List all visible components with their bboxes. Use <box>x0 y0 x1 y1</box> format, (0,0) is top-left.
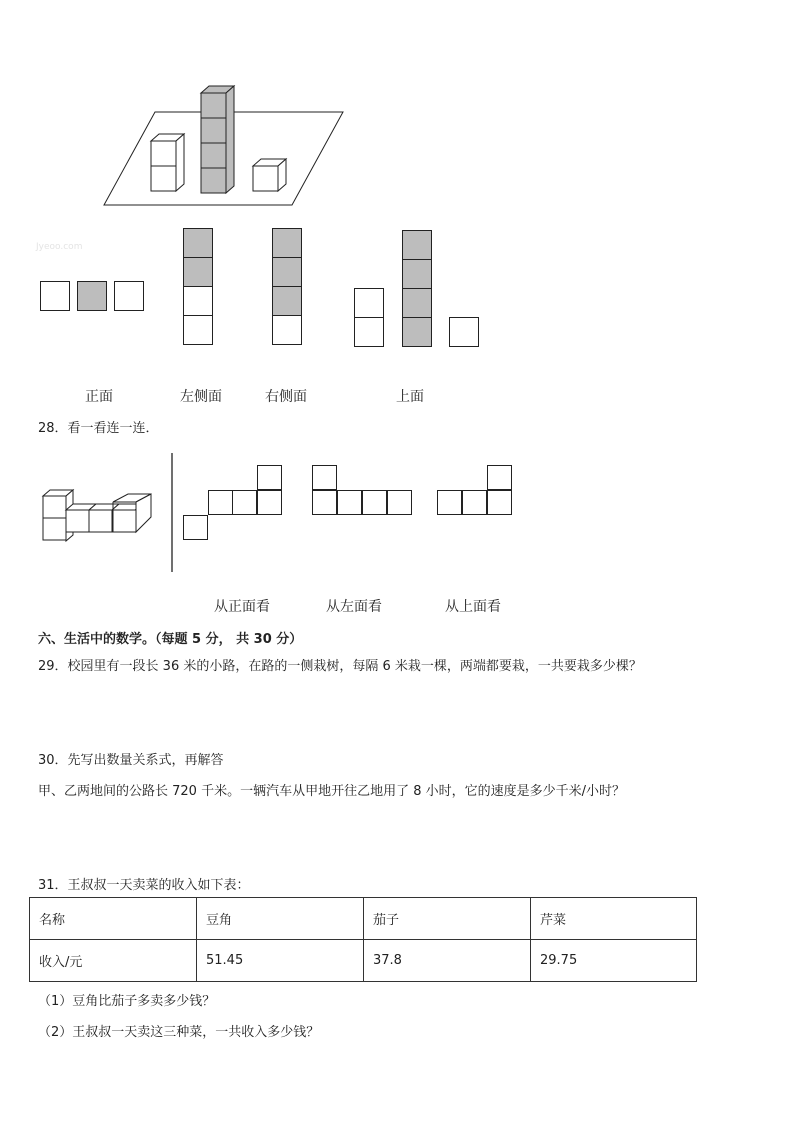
label-top: 上面 <box>396 389 424 405</box>
label-from-top: 从上面看 <box>445 599 501 615</box>
table-cell: 芹菜 <box>531 898 697 940</box>
label-front: 正面 <box>85 389 113 405</box>
q29-text: 29．校园里有一段长 36 米的小路，在路的一侧栽树，每隔 6 米栽一棵，两端都要栽，一共要栽多少棵？ <box>38 659 642 674</box>
q31-sub2: （2）王叔叔一天卖这三种菜，一共收入多少钱？ <box>38 1025 320 1040</box>
q28-title: 28．看一看连一连． <box>38 421 159 436</box>
watermark: Jyeoo.com <box>36 242 83 252</box>
table-row <box>30 898 697 940</box>
table-cell: 豆角 <box>197 898 364 940</box>
table-cell: 茄子 <box>364 898 531 940</box>
table-cell: 名称 <box>30 898 197 940</box>
income-table <box>29 897 697 982</box>
table-cell: 37.8 <box>364 940 531 982</box>
cubes-row-figure <box>0 440 200 580</box>
section-6-title: 六、生活中的数学。（每题 5 分， 共 30 分） <box>38 632 303 647</box>
cubes-3d-figure <box>0 0 794 220</box>
label-left-side: 左侧面 <box>180 389 222 405</box>
label-right-side: 右侧面 <box>265 389 307 405</box>
table-cell: 51.45 <box>197 940 364 982</box>
q31-title: 31．王叔叔一天卖菜的收入如下表： <box>38 878 250 893</box>
table-row <box>30 940 697 982</box>
table-cell: 29.75 <box>531 940 697 982</box>
table-cell: 收入/元 <box>30 940 197 982</box>
q31-sub1: （1）豆角比茄子多卖多少钱？ <box>38 994 216 1009</box>
q30-text: 甲、乙两地间的公路长 720 千米。一辆汽车从甲地开往乙地用了 8 小时，它的速度是多少千米/小时？ <box>38 784 625 799</box>
q30-title: 30．先写出数量关系式，再解答 <box>38 753 224 768</box>
label-from-front: 从正面看 <box>214 599 270 615</box>
label-from-left: 从左面看 <box>326 599 382 615</box>
